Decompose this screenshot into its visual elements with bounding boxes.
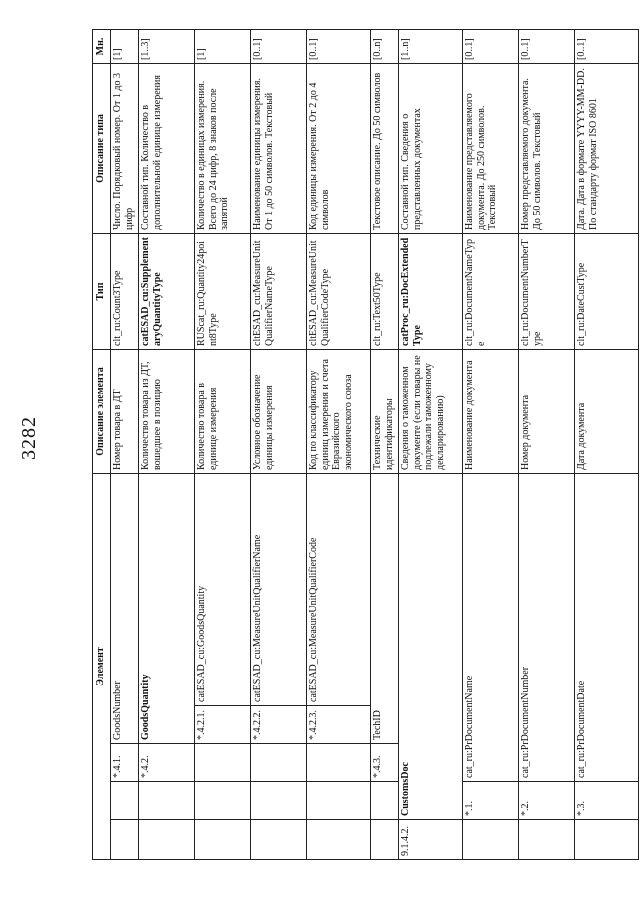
table-row: [463, 30, 519, 860]
row-multiplicity: [0..1]: [251, 30, 307, 64]
row-type-description: Число. Порядковый номер. От 1 до 3 цифр: [111, 64, 139, 234]
row-number: 9.1.4.2.: [399, 820, 463, 860]
row-type-description: Наименование представляемого документа. До 250 символов. Текстовый: [463, 64, 519, 234]
row-description: Технические идентификаторы: [371, 350, 399, 474]
row-number: *.4.1.: [111, 744, 139, 782]
row-number: *.4.2.1.: [195, 706, 251, 744]
header-multiplicity: Мн.: [93, 30, 111, 64]
row-multiplicity: [1..3]: [139, 30, 195, 64]
row-type: clt_ru:Text50Type: [371, 234, 399, 350]
table-row: [139, 30, 195, 860]
table-row: [371, 30, 399, 860]
row-element: GoodsNumber: [111, 474, 139, 744]
header-type: Тип: [93, 234, 111, 350]
row-type: clt_ru:DocumentNameType: [463, 234, 519, 350]
row-description: Код по классификатору единиц измерения и счета Евразийского экономического союза: [307, 350, 371, 474]
row-type-description: Составной тип. Количество в дополнительной единице измерения: [139, 64, 195, 234]
row-type-description: Количество в единицах измерения. Всего до 24 цифр, 8 знаков после запятой: [195, 64, 251, 234]
table-row: [575, 30, 639, 860]
row-number: *.2.: [519, 782, 575, 820]
row-element: GoodsQuantity: [139, 474, 195, 744]
table-row: [399, 30, 463, 860]
row-number: *.1.: [463, 782, 519, 820]
row-element: CustomsDoc: [399, 474, 463, 820]
rotated-table-wrapper: [92, 30, 599, 860]
row-multiplicity: [1]: [111, 30, 139, 64]
row-number: *.4.3.: [371, 744, 399, 782]
row-multiplicity: [0..1]: [519, 30, 575, 64]
row-description: Наименование документа: [463, 350, 519, 474]
header-description: Описание элемента: [93, 350, 111, 474]
row-multiplicity: [0..1]: [307, 30, 371, 64]
row-number: *.3.: [575, 782, 639, 820]
row-element: TechID: [371, 474, 399, 744]
page-number: 3282: [18, 416, 40, 460]
table-row: [307, 30, 371, 860]
row-type: clt_ru:DateCustType: [575, 234, 639, 350]
row-type-description: Код единицы измерения. От 2 до 4 символов: [307, 64, 371, 234]
row-type: cltESAD_cu:MeasureUnitQualifierNameType: [251, 234, 307, 350]
table-row: [111, 30, 139, 860]
row-type-description: Наименование единицы измерения. От 1 до 50 символов. Текстовый: [251, 64, 307, 234]
row-element: catESAD_cu:GoodsQuantity: [195, 474, 251, 706]
row-multiplicity: [0..1]: [463, 30, 519, 64]
row-multiplicity: [0..1]: [575, 30, 639, 64]
row-element: cat_ru:PrDocumentNumber: [519, 474, 575, 782]
row-type-description: Составной тип. Сведения о представленных документах: [399, 64, 463, 234]
row-element: cat_ru:PrDocumentDate: [575, 474, 639, 782]
row-multiplicity: [0..n]: [371, 30, 399, 64]
row-type-description: Дата. Дата в формате YYYY-MM-DD. По стандарту формат ISO 8601: [575, 64, 639, 234]
row-type: clt_ru:Count3Type: [111, 234, 139, 350]
row-type: catESAD_cu:SupplementaryQuantityType: [139, 234, 195, 350]
header-type-description: Описание типа: [93, 64, 111, 234]
row-element: catESAD_cu:MeasureUnitQualifierName: [251, 474, 307, 706]
row-type: clt_ru:DocumentNumberType: [519, 234, 575, 350]
row-description: Количество товара из ДТ, вошедшее в позицию: [139, 350, 195, 474]
row-description: Номер товара в ДТ: [111, 350, 139, 474]
row-number: *.4.2.: [139, 744, 195, 782]
table-row: [195, 30, 251, 860]
row-description: Сведения о таможенном документе (если товары не подлежали таможенному декларированию): [399, 350, 463, 474]
table-row: [519, 30, 575, 860]
row-number: *.4.2.2.: [251, 706, 307, 744]
row-description: Условное обозначение единицы измерения: [251, 350, 307, 474]
row-description: Дата документа: [575, 350, 639, 474]
row-element: cat_ru:PrDocumentName: [463, 474, 519, 782]
row-multiplicity: [1]: [195, 30, 251, 64]
row-type: RUScat_ru:Quantity24point8Type: [195, 234, 251, 350]
row-number: *.4.2.3.: [307, 706, 371, 744]
row-description: Номер документа: [519, 350, 575, 474]
row-description: Количество товара в единице измерения: [195, 350, 251, 474]
header-row: [93, 30, 111, 860]
element-table: [92, 29, 639, 860]
row-element: catESAD_cu:MeasureUnitQualifierCode: [307, 474, 371, 706]
row-multiplicity: [1..n]: [399, 30, 463, 64]
row-type-description: Текстовое описание. До 50 символов: [371, 64, 399, 234]
row-type: catProc_ru:DocExtendedType: [399, 234, 463, 350]
row-type: cltESAD_cu:MeasureUnitQualifierCodeType: [307, 234, 371, 350]
header-element: Элемент: [93, 474, 111, 860]
table-row: [251, 30, 307, 860]
row-type-description: Номер представляемого документа. До 50 символов. Текстовый: [519, 64, 575, 234]
